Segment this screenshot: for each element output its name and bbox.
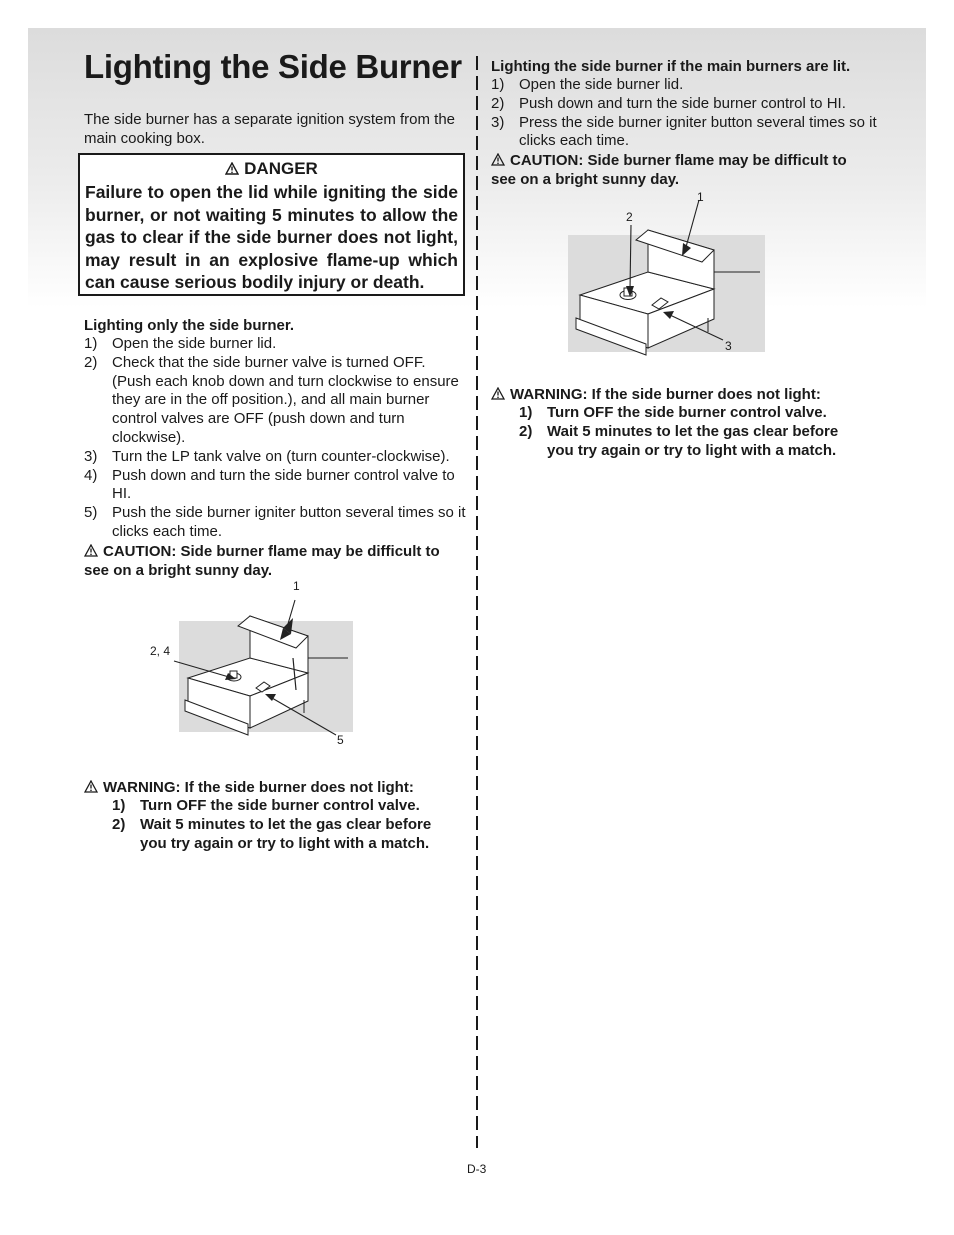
callout-label: 3 <box>725 339 732 353</box>
list-item: 1) Open the side burner lid. <box>84 335 277 352</box>
page-number: D-3 <box>467 1162 487 1176</box>
list-item: 2) Wait 5 minutes to let the gas clear before you try again or try to light with a match. <box>112 815 432 852</box>
side-burner-figure-left <box>140 578 370 750</box>
list-item: 3) Press the side burner igniter button several times so it clicks each time. <box>491 113 877 150</box>
warning-triangle-icon <box>491 387 505 400</box>
danger-text: Failure to open the lid while igniting the side burner, or not waiting 5 minutes to allow the gas to clear if the side burner does not light, may result in an explosive flame-up which can cause serious bodily injury or death. <box>85 182 458 292</box>
right-heading: Lighting the side burner if the main burners are lit. <box>491 58 851 75</box>
left-warning: WARNING: If the side burner does not light: <box>84 778 459 797</box>
callout-label: 2 <box>626 210 633 224</box>
callout-label: 1 <box>293 579 300 593</box>
page-title: Lighting the Side Burner <box>84 48 462 85</box>
list-item: 1) Turn OFF the side burner control valve. <box>519 404 827 421</box>
right-warning: WARNING: If the side burner does not light: <box>491 385 871 404</box>
left-heading: Lighting only the side burner. <box>84 317 295 334</box>
warning-triangle-icon <box>491 153 505 166</box>
right-caution: CAUTION: Side burner flame may be difficult to see on a bright sunny day. <box>491 152 847 188</box>
callout-label: 1 <box>697 190 704 204</box>
list-item: 1) Turn OFF the side burner control valve. <box>112 797 420 814</box>
list-item: 2) Check that the side burner valve is turned OFF. (Push each knob down and turn clockwise to ensure they are in the off position.), and all main burner control valves are OFF (push down and turn clockwise). <box>84 353 459 446</box>
left-warning-steps <box>112 797 457 853</box>
right-steps <box>491 76 881 151</box>
danger-label: DANGER <box>244 159 318 178</box>
list-item: 2) Wait 5 minutes to let the gas clear before you try again or try to light with a match. <box>519 422 839 459</box>
warning-triangle-icon <box>84 780 98 793</box>
danger-header <box>80 159 463 179</box>
list-item: 5) Push the side burner igniter button several times so it clicks each time. <box>84 504 466 540</box>
warning-triangle-icon <box>225 162 239 175</box>
list-item: 2) Push down and turn the side burner control to HI. <box>491 94 846 112</box>
column-divider <box>476 56 478 1148</box>
intro-text: The side burner has a separate ignition system from the main cooking box. <box>84 111 456 147</box>
side-burner-figure-right <box>528 192 778 357</box>
callout-label: 5 <box>337 733 344 747</box>
callout-label: 2, 4 <box>150 644 171 658</box>
left-caution: CAUTION: Side burner flame may be difficult to see on a bright sunny day. <box>84 543 440 579</box>
left-steps <box>84 335 466 542</box>
list-item: 1) Open the side burner lid. <box>491 76 684 93</box>
warning-triangle-icon <box>84 544 98 557</box>
list-item: 4) Push down and turn the side burner control valve to HI. <box>84 466 455 503</box>
danger-box <box>78 153 465 296</box>
list-item: 3) Turn the LP tank valve on (turn counter-clockwise). <box>84 447 450 465</box>
right-warning-steps <box>519 404 864 460</box>
